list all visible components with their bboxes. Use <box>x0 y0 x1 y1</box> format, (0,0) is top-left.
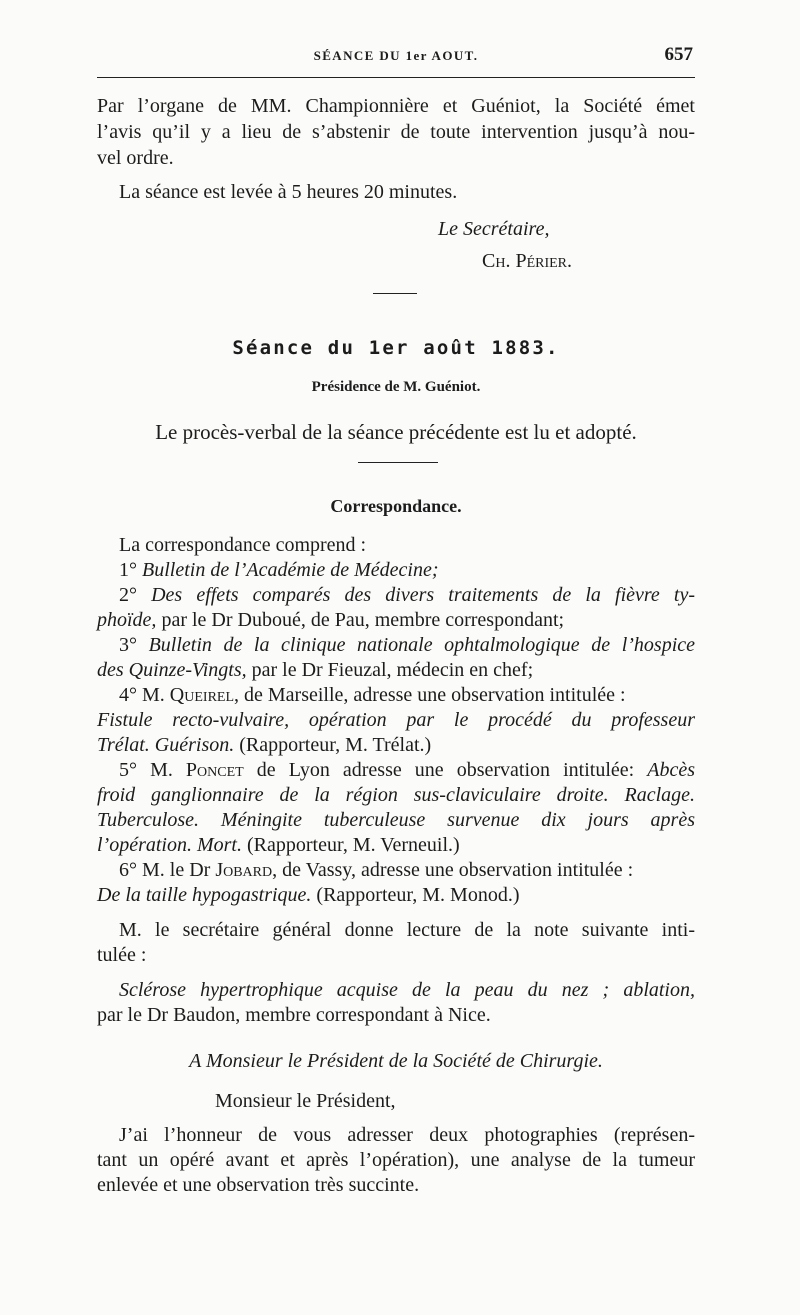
divider-1 <box>373 293 417 294</box>
item-5-line-2: froid ganglionnaire de la région sus-claviculaire droite. Raclage. <box>97 784 695 806</box>
item-4-title-3: Trélat. Guérison. <box>97 734 235 756</box>
letter-line-2: tant un opéré avant et après l’opération), une analyse de la tumeur <box>97 1149 695 1171</box>
letter-salutation: Monsieur le Président, <box>215 1090 396 1112</box>
correspondance-heading: Correspondance. <box>330 496 462 516</box>
item-3-title-2: des Quinze-Vingts, <box>97 659 247 681</box>
item-5-num: 5° <box>119 759 137 781</box>
session-title: Séance du 1er août 1883. <box>232 337 560 359</box>
item-6-pre: M. le Dr <box>142 859 211 881</box>
item-2-num: 2° <box>119 584 137 606</box>
closing-line: La séance est levée à 5 heures 20 minutes. <box>119 181 458 203</box>
item-6-post: , de Vassy, adresse une observation intitulée : <box>272 859 634 881</box>
page-number: 657 <box>664 44 693 65</box>
correspondance-intro: La correspondance comprend : <box>119 534 367 556</box>
item-5-pre: M. <box>150 759 173 781</box>
item-5-line-1 <box>97 757 695 784</box>
item-5-name: Poncet <box>185 759 244 781</box>
item-5-title-4: l’opération. Mort. <box>97 834 242 856</box>
item-6-num: 6° <box>119 859 137 881</box>
note-line-1: M. le secrétaire général donne lecture de la note suivante inti- <box>119 919 695 941</box>
letter-line-1: J’ai l’honneur de vous adresser deux photographies (représen- <box>119 1124 695 1146</box>
item-5-line-4 <box>97 832 695 859</box>
item-5-post: de Lyon adresse une observation intitulée: <box>256 759 635 781</box>
item-4-post: , de Marseille, adresse une observation intitulée : <box>234 684 626 706</box>
item-3-rest: par le Dr Fieuzal, médecin en chef; <box>251 659 534 681</box>
item-6-name: Jobard <box>215 859 273 881</box>
note-title: Sclérose hypertrophique acquise de la peau du nez ; ablation, <box>119 979 695 1001</box>
item-2-line-2 <box>97 607 695 634</box>
letter-line-3: enlevée et une observation très succinte. <box>97 1174 420 1196</box>
item-4-num: 4° <box>119 684 137 706</box>
adoption-line: Le procès-verbal de la séance précédente est lu et adopté. <box>155 420 637 444</box>
divider-2 <box>358 462 438 463</box>
item-6-line-2 <box>97 882 695 909</box>
header-rule <box>97 77 695 78</box>
letter-address: A Monsieur le Président de la Société de Chirurgie. <box>189 1050 603 1072</box>
item-6-rest: (Rapporteur, M. Monod.) <box>316 884 520 906</box>
presidence-line: Présidence de M. Guéniot. <box>311 379 481 395</box>
item-1-title: Bulletin de l’Académie de Médecine; <box>142 559 439 581</box>
item-4-pre: M. <box>142 684 165 706</box>
item-1 <box>97 557 695 584</box>
item-4-rest: (Rapporteur, M. Trélat.) <box>239 734 432 756</box>
item-3-num: 3° <box>119 634 137 656</box>
item-5-title-start: Abcès <box>647 759 696 781</box>
note-author: par le Dr Baudon, membre correspondant à Nice. <box>97 1004 491 1026</box>
signature-role: Le Secrétaire, <box>438 218 550 240</box>
item-2-title-1: Des effets comparés des divers traitements de la fièvre ty- <box>151 584 695 606</box>
running-title: SÉANCE DU 1er AOUT. <box>313 48 479 63</box>
item-3-title-1: Bulletin de la clinique nationale ophtalmologique de l’hospice <box>148 634 696 656</box>
prev-para-line-2: l’avis qu’il y a lieu de s’abstenir de toute intervention jusqu’à nou- <box>97 121 695 143</box>
item-5-rest: (Rapporteur, M. Verneuil.) <box>247 834 460 856</box>
item-4-line-1 <box>97 682 695 709</box>
item-4-name: Queirel <box>169 684 235 706</box>
prev-para-line-3: vel ordre. <box>97 147 174 169</box>
item-3-line-1 <box>97 632 695 659</box>
running-header <box>97 44 695 70</box>
item-2-line-1 <box>97 582 695 609</box>
item-3-line-2 <box>97 657 695 684</box>
item-4-line-3 <box>97 732 695 759</box>
item-2-rest: par le Dr Duboué, de Pau, membre correspondant; <box>161 609 565 631</box>
item-4-line-2: Fistule recto-vulvaire, opération par le procédé du professeur <box>97 709 695 731</box>
item-2-title-2: phoïde, <box>97 609 157 631</box>
prev-para-line-1: Par l’organe de MM. Championnière et Guéniot, la Société émet <box>97 95 695 117</box>
note-line-2: tulée : <box>97 944 147 966</box>
signature-name: Ch. Périer. <box>482 250 573 272</box>
item-5-line-3: Tuberculose. Méningite tuberculeuse survenue dix jours après <box>97 809 695 831</box>
item-1-num: 1° <box>119 559 137 581</box>
item-6-line-1 <box>97 857 695 884</box>
item-6-title: De la taille hypogastrique. <box>97 884 312 906</box>
